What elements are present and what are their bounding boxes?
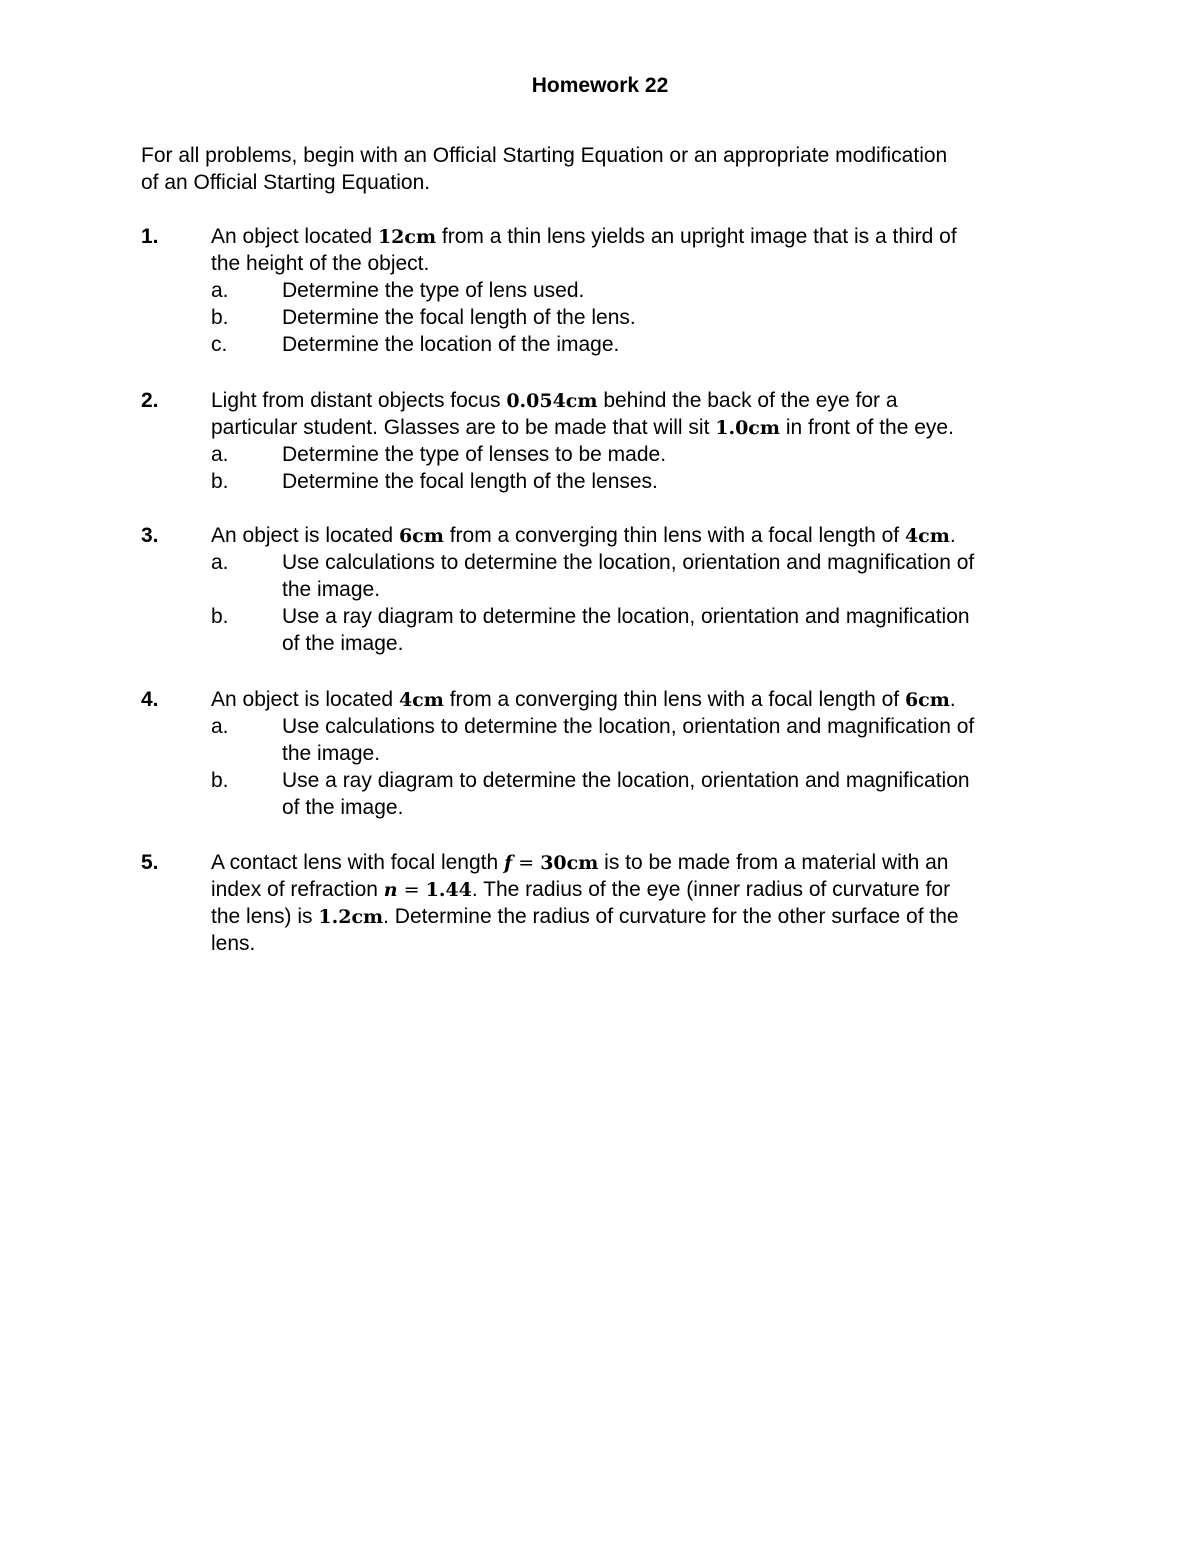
part-letter: b. — [211, 470, 229, 493]
problem-5 — [141, 849, 1071, 957]
math-value: 1.2cm — [318, 906, 384, 928]
part-text: Use calculations to determine the location, orientation and magnification of — [282, 551, 975, 574]
math-value: 1.44 — [425, 879, 472, 901]
instructions-line: of an Official Starting Equation. — [141, 171, 431, 194]
math-value: 1.0cm — [715, 417, 780, 439]
part-text: Determine the focal length of the lens. — [282, 306, 636, 329]
problem-text: lens. — [211, 932, 256, 955]
math-value: 30cm — [540, 852, 599, 874]
part-text: Determine the type of lens used. — [282, 279, 585, 302]
problem-3 — [141, 522, 1071, 657]
problem-text: An object located 12cm from a thin lens yields an upright image that is a third of — [211, 225, 957, 248]
part-text: of the image. — [282, 632, 404, 655]
part-text: the image. — [282, 578, 381, 601]
part-text: Determine the type of lenses to be made. — [282, 443, 667, 466]
part-text: Determine the location of the image. — [282, 333, 620, 356]
math-value: 12cm — [377, 226, 437, 248]
part-letter: b. — [211, 605, 229, 628]
problem-number: 4. — [141, 688, 159, 711]
page-title: Homework 22 — [531, 74, 669, 97]
math-value: 4cm — [904, 525, 950, 547]
problem-1 — [141, 223, 1071, 358]
problem-number: 2. — [141, 389, 159, 412]
part-text: Use a ray diagram to determine the location, orientation and magnification — [282, 605, 970, 628]
math-variable: n — [383, 879, 398, 901]
problem-number: 1. — [141, 225, 159, 248]
math-value: 4cm — [398, 689, 444, 711]
problem-text: An object is located 6cm from a converging thin lens with a focal length of 4cm. — [211, 524, 956, 547]
math-value: 0.054cm — [506, 390, 598, 412]
problem-4 — [141, 686, 1071, 821]
part-text: Determine the focal length of the lenses. — [282, 470, 658, 493]
problem-number: 3. — [141, 524, 159, 547]
instructions-line: For all problems, begin with an Official Starting Equation or an appropriate modification — [141, 144, 948, 167]
part-letter: a. — [211, 551, 229, 574]
instructions — [141, 142, 1071, 196]
problem-text: Light from distant objects focus 0.054cm behind the back of the eye for a — [211, 389, 898, 412]
math-value: 6cm — [398, 525, 444, 547]
part-letter: a. — [211, 443, 229, 466]
problem-text: the height of the object. — [211, 252, 430, 275]
part-text: Use a ray diagram to determine the location, orientation and magnification — [282, 769, 970, 792]
part-text: Use calculations to determine the location, orientation and magnification of — [282, 715, 975, 738]
problem-text: particular student. Glasses are to be made that will sit 1.0cm in front of the eye. — [211, 416, 954, 439]
problem-text: An object is located 4cm from a converging thin lens with a focal length of 6cm. — [211, 688, 956, 711]
problem-2 — [141, 387, 1071, 495]
problem-text: A contact lens with focal length f = 30cm is to be made from a material with an — [211, 851, 949, 874]
problem-text: the lens) is 1.2cm. Determine the radius of curvature for the other surface of the — [211, 905, 959, 928]
part-text: of the image. — [282, 796, 404, 819]
math-variable: f — [504, 852, 513, 874]
part-text: the image. — [282, 742, 381, 765]
part-letter: a. — [211, 279, 229, 302]
problem-number: 5. — [141, 851, 159, 874]
part-letter: c. — [211, 333, 228, 356]
problem-text: index of refraction n = 1.44. The radius of the eye (inner radius of curvature for — [211, 878, 951, 901]
part-letter: b. — [211, 306, 229, 329]
math-value: 6cm — [904, 689, 950, 711]
part-letter: a. — [211, 715, 229, 738]
part-letter: b. — [211, 769, 229, 792]
